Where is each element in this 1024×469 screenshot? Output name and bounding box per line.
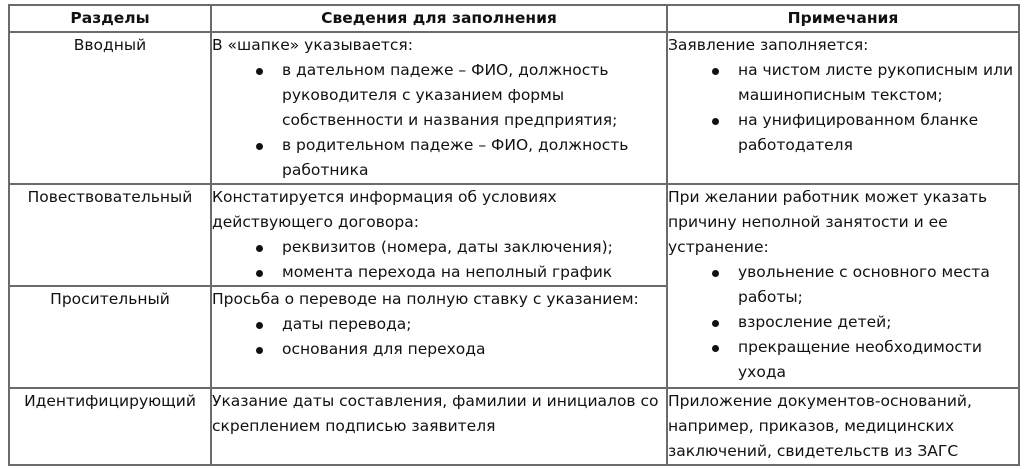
info-cell [211,32,667,184]
bullet-item: прекращение необходимости ухода [668,335,1018,385]
notes-bullet-list [668,58,1018,158]
section-name: Просительный [9,286,211,388]
table-row-identifying [9,388,1019,465]
info-intro: Констатируется информация об условиях действующего договора: [212,188,557,231]
section-name: Повествовательный [9,184,211,286]
info-intro: Просьба о переводе на полную ставку с указанием: [212,290,639,308]
notes-intro: При желании работник может указать причину неполной занятости и ее устранение: [668,188,988,256]
info-cell [211,286,667,388]
notes-cell [667,388,1019,465]
notes-intro: Приложение документов-оснований, например, приказов, медицинских заключений, свидетельств из ЗАГС [668,392,972,460]
bullet-item: основания для перехода [212,337,666,362]
info-cell [211,184,667,286]
info-cell [211,388,667,465]
bullet-item: взросление детей; [668,310,1018,335]
info-intro: Указание даты составления, фамилии и инициалов со скреплением подписью заявителя [212,392,659,435]
table-row-intro [9,32,1019,184]
bullet-item: на унифицированном бланке работодателя [668,108,1018,158]
header-info: Сведения для заполнения [211,5,667,32]
bullet-item: в родительном падеже – ФИО, должность работника [212,133,666,183]
notes-cell [667,184,1019,388]
bullet-item: даты перевода; [212,312,666,337]
info-bullet-list [212,58,666,183]
info-bullet-list [212,312,666,362]
bullet-item: момента перехода на неполный график [212,260,666,285]
section-name: Идентифицирующий [9,388,211,465]
notes-cell [667,32,1019,184]
header-notes: Примечания [667,5,1019,32]
bullet-item: в дательном падеже – ФИО, должность руководителя с указанием формы собственности и названия предприятия; [212,58,666,133]
table-header-row [9,5,1019,32]
bullet-item: на чистом листе рукописным или машинописным текстом; [668,58,1018,108]
bullet-item: увольнение с основного места работы; [668,260,1018,310]
bullet-item: реквизитов (номера, даты заключения); [212,235,666,260]
notes-bullet-list [668,260,1018,385]
info-intro: В «шапке» указывается: [212,36,413,54]
info-bullet-list [212,235,666,285]
notes-intro: Заявление заполняется: [668,36,869,54]
table-row-narrative [9,184,1019,286]
section-name: Вводный [9,32,211,184]
application-sections-table [8,4,1020,466]
header-sections: Разделы [9,5,211,32]
